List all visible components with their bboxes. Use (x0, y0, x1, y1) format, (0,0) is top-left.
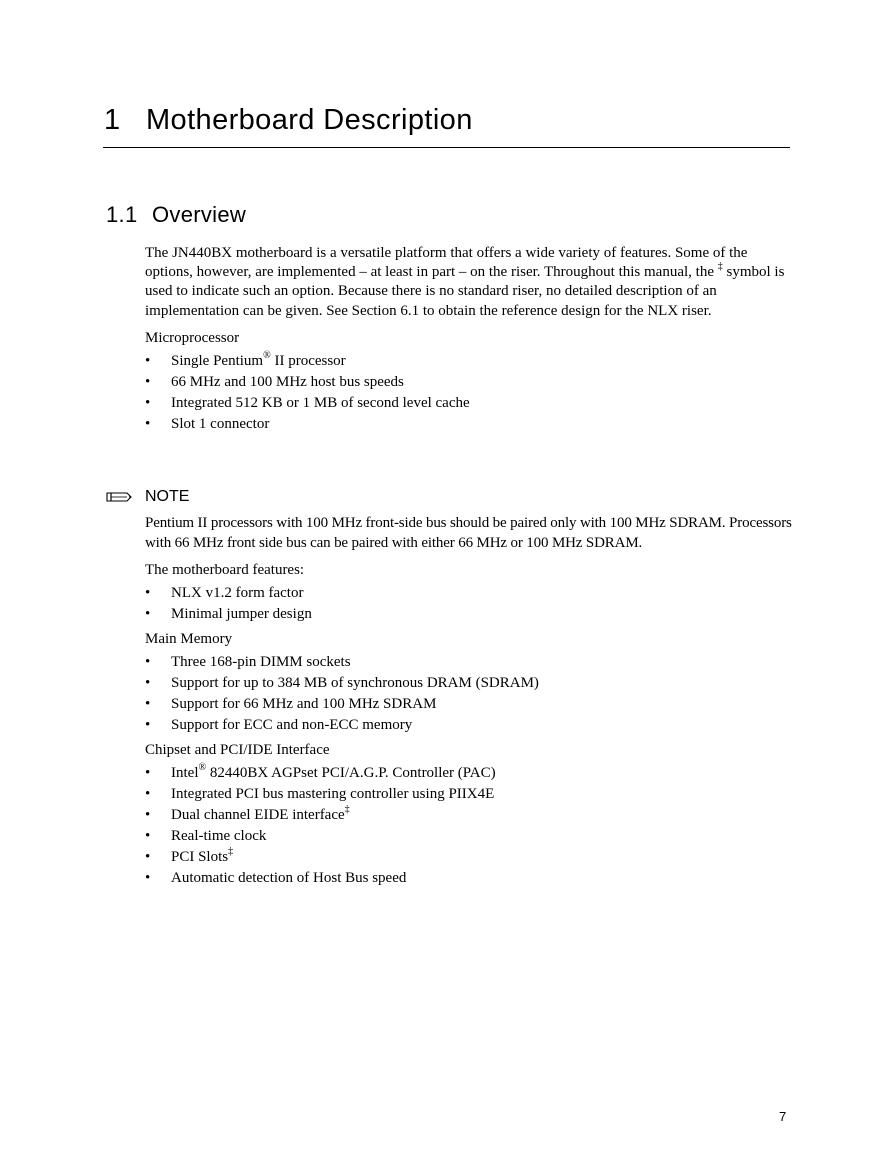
features-list (145, 583, 785, 625)
section-title-text: Overview (152, 202, 247, 227)
riser-mark-symbol: ‡ (717, 261, 723, 273)
list-item-text: Single Pentium (171, 352, 264, 369)
overview-body (145, 244, 785, 435)
memory-heading: Main Memory (145, 631, 233, 647)
bullet-icon: • (145, 849, 151, 865)
list-item-superscript: ® (198, 762, 207, 773)
microprocessor-heading: Microprocessor (145, 329, 240, 346)
microprocessor-list (145, 351, 785, 435)
note-text: Pentium II processors with 100 MHz front-side bus should be paired only with 100 MHz SDRAM. Processors with 66 MHz front side bus can be paired with either 66 MHz or 100 MHz SDRAM. (145, 515, 792, 551)
list-item (145, 393, 785, 414)
list-item-text: Support for ECC and non-ECC memory (171, 717, 413, 733)
list-item-text: Minimal jumper design (171, 606, 312, 622)
list-item-text: Support for up to 384 MB of synchronous DRAM (SDRAM) (171, 675, 539, 691)
bullet-icon: • (145, 717, 151, 733)
list-item-text: NLX v1.2 form factor (171, 585, 304, 601)
chapter-title-text: Motherboard Description (146, 104, 473, 136)
list-item (145, 652, 785, 673)
intro-text-before: The JN440BX motherboard is a versatile platform that offers a wide variety of features. Some of the options, however, are implemented – at least in part – on the riser. Throughout this manual, the (145, 245, 748, 281)
features-heading: The motherboard features: (145, 562, 305, 578)
list-item (145, 372, 785, 393)
chapter-number: 1 (104, 104, 121, 136)
bullet-icon: • (145, 585, 151, 601)
note-header (106, 486, 796, 508)
bullet-icon: • (145, 415, 151, 432)
intro-paragraph (145, 244, 785, 321)
list-item-superscript: ‡ (344, 804, 350, 815)
note-label: NOTE (145, 488, 190, 505)
bullet-icon: • (145, 654, 151, 670)
list-item-text-rest: II processor (270, 352, 346, 369)
list-item-text: Integrated 512 KB or 1 MB of second level cache (171, 394, 470, 411)
list-item-text: Three 168-pin DIMM sockets (171, 654, 351, 670)
list-item (145, 604, 785, 625)
list-item-superscript: ® (263, 349, 271, 361)
list-item (145, 784, 785, 805)
list-item-superscript: ‡ (228, 846, 234, 857)
list-item (145, 583, 785, 604)
list-item (145, 826, 785, 847)
list-item-text: Integrated PCI bus mastering controller using PIIX4E (171, 786, 495, 802)
memory-group (145, 630, 785, 736)
chipset-heading: Chipset and PCI/IDE Interface (145, 742, 330, 758)
list-item (145, 414, 785, 435)
page-number: 7 (779, 1109, 787, 1124)
list-item-text: Dual channel EIDE interface (171, 807, 345, 823)
features-group (145, 561, 785, 625)
list-item-text-rest: 82440BX AGPset PCI/A.G.P. Controller (PAC) (206, 765, 496, 781)
list-item (145, 694, 785, 715)
list-item (145, 351, 785, 372)
list-item (145, 715, 785, 736)
chapter-divider (103, 147, 790, 148)
section-number: 1.1 (106, 202, 138, 227)
list-item-text: 66 MHz and 100 MHz host bus speeds (171, 373, 404, 390)
chipset-list (145, 763, 785, 889)
bullet-icon: • (145, 352, 151, 369)
list-item (145, 673, 785, 694)
bullet-icon: • (145, 786, 151, 802)
list-item-text: Slot 1 connector (171, 415, 270, 432)
intro-text-after: symbol is used to indicate such an option. Because there is no standard riser, no detailed description of an implementation can be given. See Section 6.1 to obtain the reference design for the NLX riser. (145, 264, 785, 319)
list-item-text: Automatic detection of Host Bus speed (171, 870, 407, 886)
bullet-icon: • (145, 765, 151, 781)
bullet-icon: • (145, 828, 151, 844)
list-item-text: Support for 66 MHz and 100 MHz SDRAM (171, 696, 437, 712)
bullet-icon: • (145, 696, 151, 712)
section-title (106, 202, 246, 228)
pencil-icon (106, 490, 132, 504)
chapter-title (104, 104, 473, 137)
bullet-icon: • (145, 394, 151, 411)
chipset-group (145, 741, 785, 889)
list-item (145, 805, 785, 826)
note-box (106, 486, 796, 553)
feature-groups (145, 561, 785, 894)
bullet-icon: • (145, 675, 151, 691)
bullet-icon: • (145, 606, 151, 622)
list-item (145, 763, 785, 784)
list-item-text: Intel (171, 765, 199, 781)
bullet-icon: • (145, 373, 151, 390)
list-item (145, 847, 785, 868)
bullet-icon: • (145, 870, 151, 886)
bullet-icon: • (145, 807, 151, 823)
list-item (145, 868, 785, 889)
memory-list (145, 652, 785, 736)
list-item-text: Real-time clock (171, 828, 267, 844)
list-item-text: PCI Slots (171, 849, 229, 865)
